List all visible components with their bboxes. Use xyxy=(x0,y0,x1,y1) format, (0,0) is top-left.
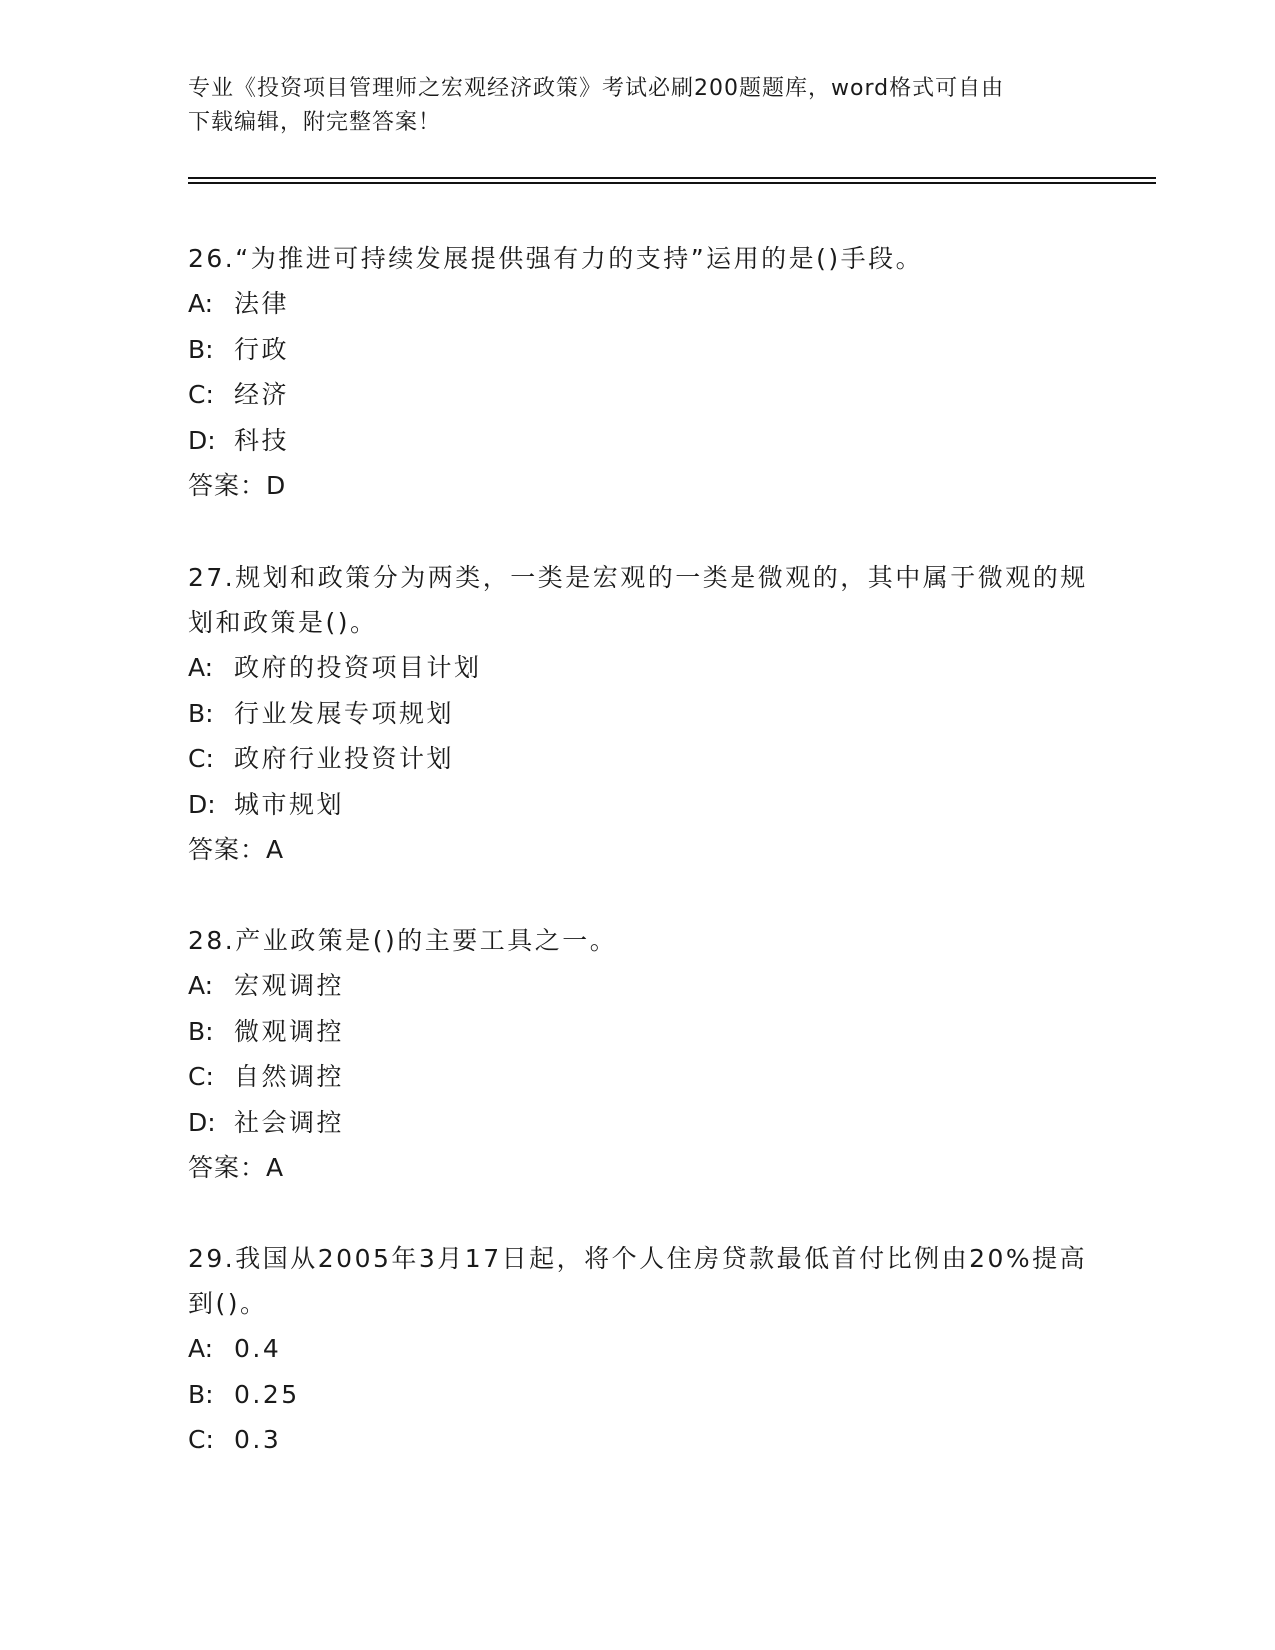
option-key: C: xyxy=(188,744,214,773)
option-text: 行政 xyxy=(234,334,290,364)
option-key: C: xyxy=(188,1062,214,1091)
option-key: B: xyxy=(188,334,214,364)
answer-line: 答案：A xyxy=(188,835,285,864)
option-a xyxy=(188,281,1088,327)
question-stem: 29.我国从2005年3月17日起，将个人住房贷款最低首付比例由20%提高到()。 xyxy=(188,1244,1088,1318)
option-text: 经济 xyxy=(234,380,290,409)
option-key: B: xyxy=(188,698,214,728)
option-text: 社会调控 xyxy=(234,1107,345,1137)
question-stem: 27.规划和政策分为两类，一类是宏观的一类是微观的，其中属于微观的规划和政策是()。 xyxy=(188,563,1088,637)
option-text: 微观调控 xyxy=(234,1016,345,1046)
option-c xyxy=(188,372,1088,418)
header-divider-bottom xyxy=(188,182,1156,184)
option-c xyxy=(188,736,1088,782)
option-d xyxy=(188,418,1088,464)
option-a xyxy=(188,1326,1088,1372)
option-c xyxy=(188,1417,1088,1463)
question-stem: 26.“为推进可持续发展提供强有力的支持”运用的是()手段。 xyxy=(188,244,924,273)
option-a xyxy=(188,963,1088,1009)
option-text: 自然调控 xyxy=(234,1062,345,1091)
option-d xyxy=(188,1100,1088,1146)
option-text: 0.4 xyxy=(234,1334,282,1363)
option-key: C: xyxy=(188,380,214,409)
option-key: D: xyxy=(188,1107,216,1137)
option-key: C: xyxy=(188,1425,214,1454)
option-d xyxy=(188,782,1088,828)
option-text: 政府的投资项目计划 xyxy=(234,653,482,682)
option-b xyxy=(188,1372,1088,1418)
option-text: 行业发展专项规划 xyxy=(234,698,455,728)
intro-line-1: 专业《投资项目管理师之宏观经济政策》考试必刷200题题库，word格式可自由 xyxy=(188,76,1005,101)
option-text: 城市规划 xyxy=(234,789,345,819)
option-text: 0.25 xyxy=(234,1379,300,1409)
option-b xyxy=(188,327,1088,373)
intro-line-2: 下载编辑，附完整答案！ xyxy=(188,110,442,135)
question-29 xyxy=(188,1236,1088,1463)
option-text: 政府行业投资计划 xyxy=(234,744,455,773)
option-b xyxy=(188,1009,1088,1055)
option-b xyxy=(188,691,1088,737)
option-text: 宏观调控 xyxy=(234,971,345,1000)
answer-line: 答案：D xyxy=(188,471,287,500)
document-intro xyxy=(188,72,1088,140)
option-text: 科技 xyxy=(234,425,290,455)
question-26 xyxy=(188,236,1088,509)
option-key: A: xyxy=(188,289,214,318)
option-key: D: xyxy=(188,425,216,455)
question-27 xyxy=(188,555,1088,873)
option-key: A: xyxy=(188,971,214,1000)
option-c xyxy=(188,1054,1088,1100)
option-text: 法律 xyxy=(234,289,290,318)
option-a xyxy=(188,645,1088,691)
answer-line: 答案：A xyxy=(188,1153,285,1182)
option-key: A: xyxy=(188,1334,214,1363)
option-key: D: xyxy=(188,789,216,819)
option-key: B: xyxy=(188,1016,214,1046)
header-divider-top xyxy=(188,177,1156,179)
question-stem: 28.产业政策是()的主要工具之一。 xyxy=(188,926,618,955)
option-key: A: xyxy=(188,653,214,682)
question-28 xyxy=(188,918,1088,1191)
option-key: B: xyxy=(188,1379,214,1409)
option-text: 0.3 xyxy=(234,1425,282,1454)
